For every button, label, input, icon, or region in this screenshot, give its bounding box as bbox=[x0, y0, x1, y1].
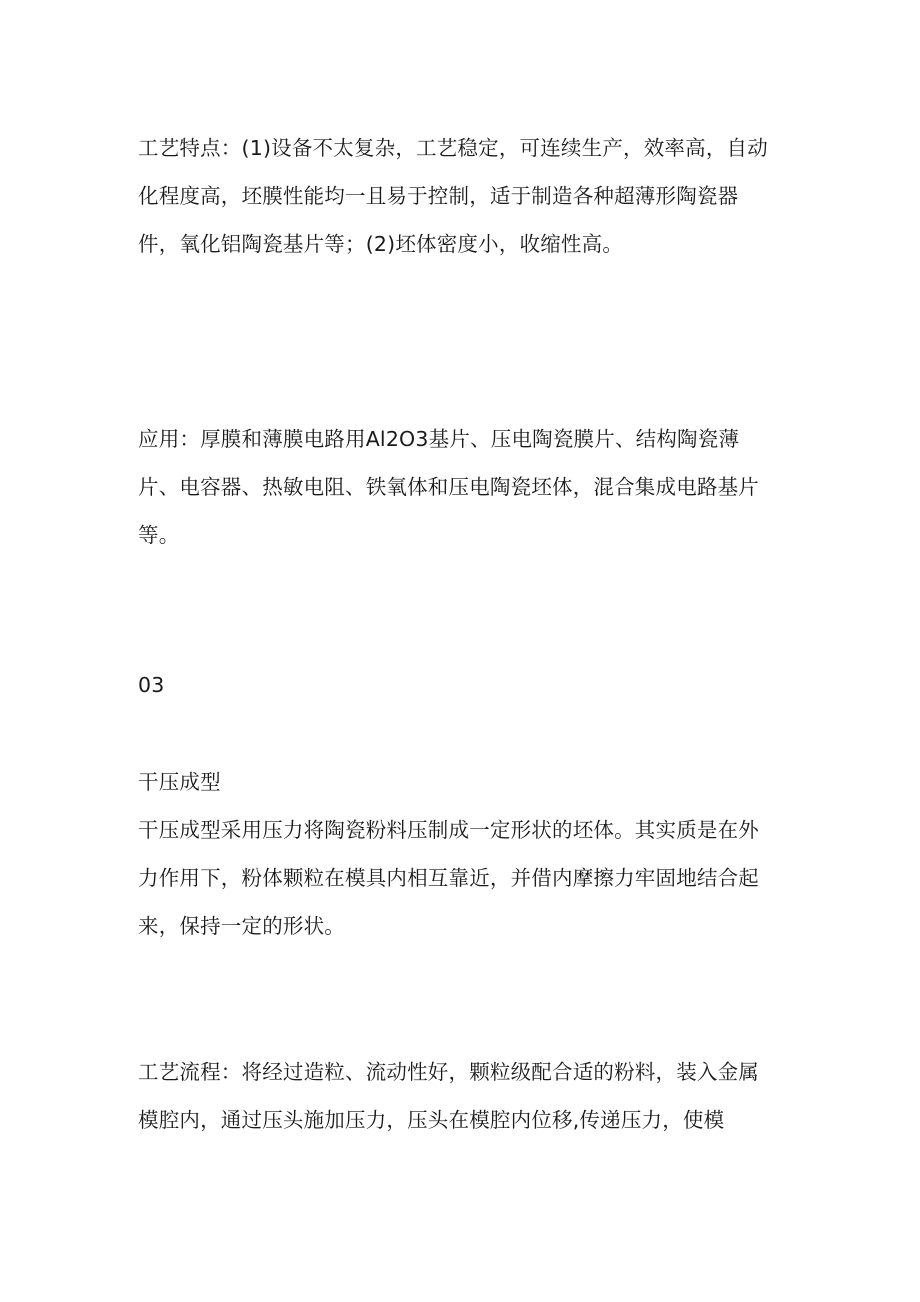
process-features-paragraph: 工艺特点：(1)设备不太复杂，工艺稳定，可连续生产，效率高，自动化程度高，坯膜性能均一且易于控制，适于制造各种超薄形陶瓷器件，氧化铝陶瓷基片等；(2)坯体密度小，收缩性高。 bbox=[138, 136, 768, 256]
section-number: 03 bbox=[138, 673, 165, 697]
process-flow-paragraph: 工艺流程：将经过造粒、流动性好，颗粒级配合适的粉料，装入金属模腔内，通过压头施加压力，压头在模腔内位移,传递压力，使模 bbox=[138, 1060, 759, 1132]
applications-paragraph: 应用：厚膜和薄膜电路用Al2O3基片、压电陶瓷膜片、结构陶瓷薄片、电容器、热敏电阻、铁氧体和压电陶瓷坯体，混合集成电路基片等。 bbox=[138, 427, 759, 547]
section-title: 干压成型 bbox=[138, 770, 221, 794]
dry-pressing-paragraph: 干压成型采用压力将陶瓷粉料压制成一定形状的坯体。其实质是在外力作用下，粉体颗粒在模具内相互靠近，并借内摩擦力牢固地结合起来，保持一定的形状。 bbox=[138, 818, 759, 938]
